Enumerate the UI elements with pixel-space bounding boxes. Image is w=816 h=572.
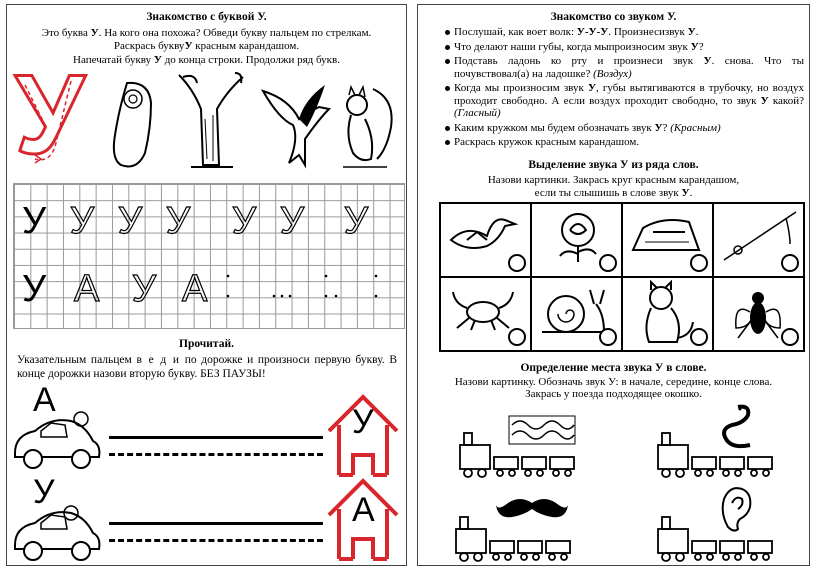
cell-fly	[713, 277, 804, 351]
cell-cat	[622, 277, 713, 351]
track1-line-dashed[interactable]	[109, 453, 323, 456]
grid-letter-dotted: У	[232, 200, 257, 242]
cell-crab	[440, 277, 531, 351]
grid-letter-dotted: У	[344, 200, 369, 242]
lace-pattern-icon	[508, 415, 576, 445]
grid-letter-dotted: У	[132, 268, 157, 310]
grid-letter-dotted: У	[118, 200, 143, 242]
iron-icon	[629, 212, 705, 260]
grid-letter-dotted: А	[182, 268, 208, 310]
selection-text-2: если ты слышишь в слове звук У.	[534, 187, 693, 199]
snake-icon	[716, 401, 756, 453]
read-instructions: Указательным пальцем в е д и по дорожке и произноси первую букву. В конце дорожки назови вторую букву. БЕЗ ПАУЗЫ!	[17, 354, 398, 380]
car-icon	[11, 413, 103, 473]
answer-circle[interactable]	[599, 254, 617, 272]
train-4	[654, 513, 774, 565]
intro-line-3: Напечатай букву У до конца строки. Продолжи ряд букв.	[73, 54, 340, 66]
ear-icon	[718, 483, 754, 535]
bullet-6: Раскрась кружок красным карандашом.	[444, 136, 804, 149]
cat-icon	[637, 282, 697, 346]
cell-fishing-rod	[713, 203, 804, 277]
left-page	[6, 4, 407, 566]
bullet-3: Подставь ладонь ко рту и произнеси звук У. снова. Что ты почувствовал(а) на ладошке? (Воздух)	[444, 55, 804, 80]
grid-dots	[14, 184, 406, 330]
track1-start-letter: А	[33, 381, 56, 419]
crab-icon	[447, 284, 517, 334]
answer-circle[interactable]	[690, 254, 708, 272]
bullet-5: Каким кружком мы будем обозначать звук У? (Красным)	[444, 122, 804, 135]
bullet-list	[444, 26, 804, 149]
answer-circle[interactable]	[781, 328, 799, 346]
track2-line-solid	[109, 522, 323, 525]
train-icon	[654, 513, 774, 565]
position-title: Определение места звука У в слове.	[520, 362, 707, 374]
train-2	[654, 429, 774, 481]
track2-end-letter: А	[352, 491, 375, 529]
bullet-1: Послушай, как воет волк: У-У-У. Произнесизвук У.	[444, 26, 804, 39]
snail-icon	[538, 284, 608, 340]
fly-icon	[728, 282, 788, 344]
bird-icon	[259, 79, 333, 169]
answer-circle[interactable]	[508, 328, 526, 346]
right-title: Знакомство со звуком У.	[550, 11, 677, 23]
grid-letter-dotted: У	[280, 200, 305, 242]
answer-circle[interactable]	[599, 328, 617, 346]
answer-circle[interactable]	[781, 254, 799, 272]
car-icon	[11, 507, 103, 563]
track2-line-dashed[interactable]	[109, 539, 323, 542]
answer-circle[interactable]	[508, 254, 526, 272]
track1-end-letter: У	[352, 403, 374, 441]
writing-grid[interactable]	[13, 183, 405, 329]
intro-line-1: Это буква У. На кого она похожа? Обведи букву пальцем по стрелкам.	[41, 27, 372, 39]
left-title: Знакомство с буквой У.	[146, 11, 267, 23]
read-title: Прочитай.	[179, 338, 234, 350]
selection-title: Выделение звука У из ряда слов.	[528, 159, 699, 171]
cell-snail	[531, 277, 622, 351]
right-page	[417, 4, 810, 566]
cell-duck	[440, 203, 531, 277]
position-text-1: Назови картинку. Обозначь звук У: в начале, середине, конце слова.	[454, 376, 773, 388]
grid-letter: У	[22, 268, 47, 310]
track2-start-letter: У	[33, 473, 55, 511]
squirrel-icon	[337, 79, 397, 171]
trace-arrows-icon	[15, 52, 85, 177]
sausage-icon	[107, 73, 157, 173]
selection-text-1: Назови картинки. Закрась круг красным карандашом,	[487, 174, 740, 186]
bullet-4: Когда мы произносим звук У, губы вытягиваются в трубочку, но воздух проходит свободно. А если воздух проходит свободно, то звук У какой? (Гласный)	[444, 82, 804, 120]
rose-icon	[550, 208, 606, 264]
picture-grid	[439, 202, 805, 352]
grid-letter: У	[22, 200, 47, 242]
big-letter-u: У	[15, 52, 85, 177]
grid-letter-dotted: У	[70, 200, 95, 242]
grid-letter-dotted: У	[166, 200, 191, 242]
mustache-icon	[494, 495, 570, 523]
track1-line-solid	[109, 436, 323, 439]
tree-icon	[175, 69, 247, 173]
cell-rose	[531, 203, 622, 277]
cell-iron	[622, 203, 713, 277]
position-text-2: Закрась у поезда подходящее окошко.	[525, 388, 702, 400]
train-icon	[654, 429, 774, 481]
grid-letter-dotted: А	[74, 268, 100, 310]
duck-icon	[447, 210, 517, 260]
bullet-2: Что делают наши губы, когда мыпроизносим звук У?	[444, 41, 804, 54]
intro-line-2: Раскрась буквуУ красным карандашом.	[113, 40, 300, 52]
answer-circle[interactable]	[690, 328, 708, 346]
